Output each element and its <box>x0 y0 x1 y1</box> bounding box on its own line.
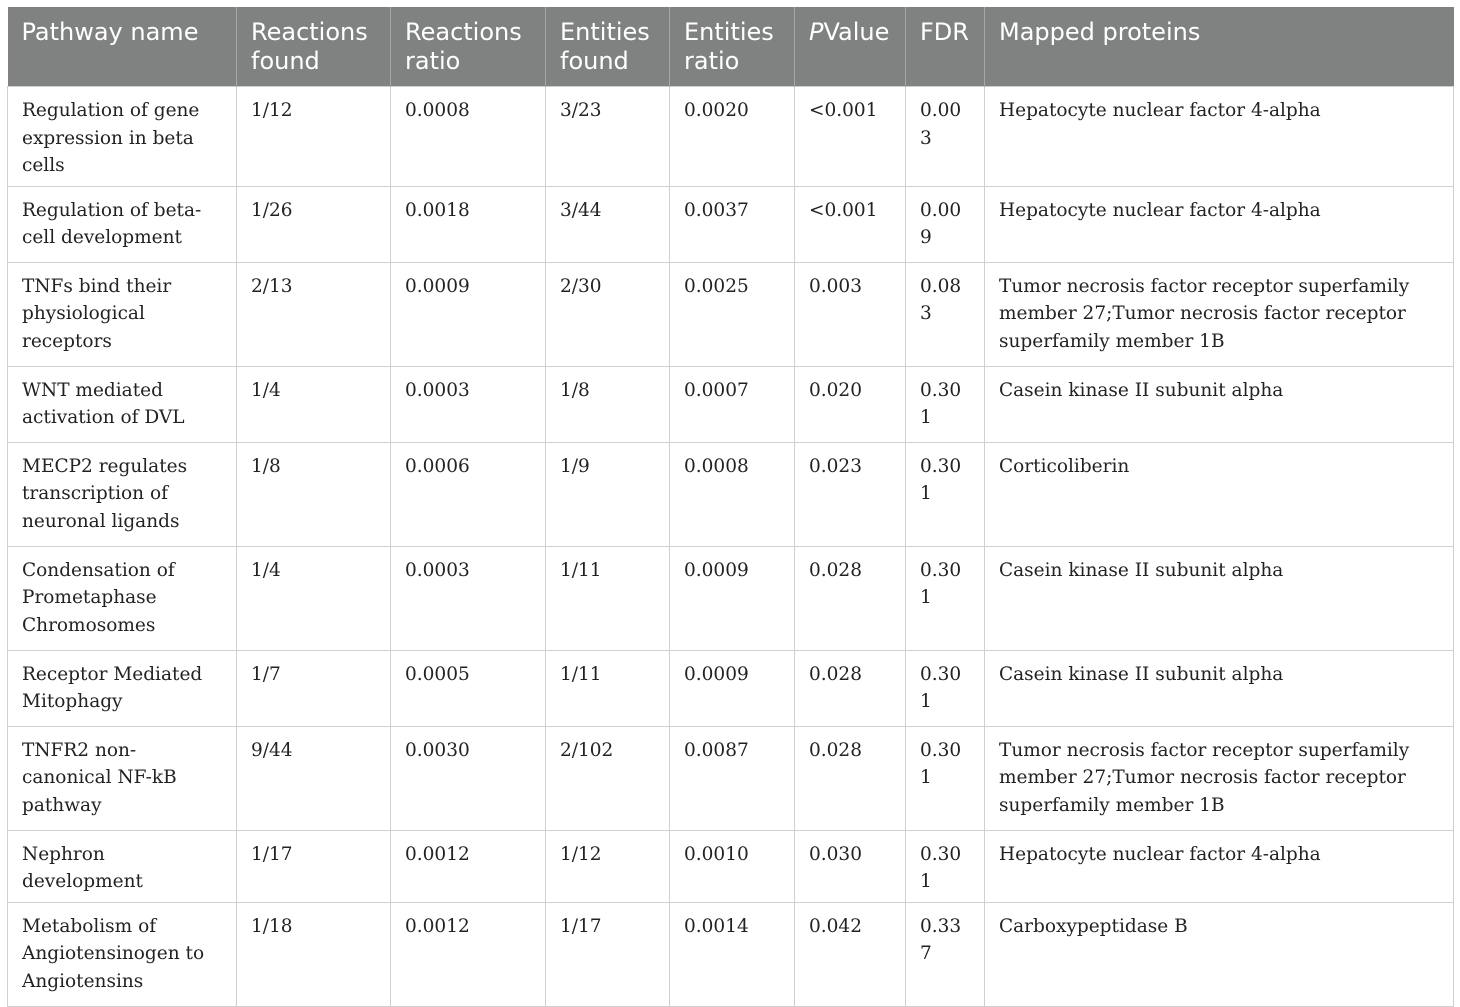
cell-reactions-found: 1/7 <box>237 650 391 726</box>
cell-fdr: 0.009 <box>906 186 985 262</box>
header-entities-found: Entities found <box>546 7 670 87</box>
cell-pathway-name: Metabolism of Angiotensinogen to Angiotensins <box>8 902 237 1006</box>
cell-reactions-ratio: 0.0003 <box>391 546 546 650</box>
pathway-enrichment-table <box>7 7 1454 1007</box>
cell-reactions-ratio: 0.0003 <box>391 366 546 442</box>
cell-reactions-found: 1/26 <box>237 186 391 262</box>
cell-pvalue: 0.028 <box>795 726 906 830</box>
cell-reactions-found: 1/12 <box>237 87 391 187</box>
table-row <box>8 726 1454 830</box>
cell-entities-ratio: 0.0009 <box>670 546 795 650</box>
cell-mapped-proteins: Carboxypeptidase B <box>985 902 1454 1006</box>
cell-reactions-ratio: 0.0012 <box>391 830 546 902</box>
cell-fdr: 0.003 <box>906 87 985 187</box>
header-fdr: FDR <box>906 7 985 87</box>
cell-pvalue: 0.020 <box>795 366 906 442</box>
cell-entities-found: 1/11 <box>546 650 670 726</box>
header-mapped-proteins: Mapped proteins <box>985 7 1454 87</box>
cell-reactions-ratio: 0.0008 <box>391 87 546 187</box>
cell-pathway-name: Receptor Mediated Mitophagy <box>8 650 237 726</box>
cell-pathway-name: Condensation of Prometaphase Chromosomes <box>8 546 237 650</box>
cell-entities-ratio: 0.0007 <box>670 366 795 442</box>
cell-pathway-name: WNT mediated activation of DVL <box>8 366 237 442</box>
header-reactions-ratio: Reactions ratio <box>391 7 546 87</box>
cell-entities-ratio: 0.0037 <box>670 186 795 262</box>
cell-entities-ratio: 0.0025 <box>670 262 795 366</box>
header-reactions-found: Reactions found <box>237 7 391 87</box>
cell-entities-found: 1/9 <box>546 442 670 546</box>
cell-reactions-found: 1/4 <box>237 366 391 442</box>
cell-reactions-ratio: 0.0012 <box>391 902 546 1006</box>
cell-pvalue: <0.001 <box>795 87 906 187</box>
cell-pathway-name: MECP2 regulates transcription of neuronal ligands <box>8 442 237 546</box>
table-body <box>8 87 1454 1007</box>
cell-pathway-name: TNFs bind their physiological receptors <box>8 262 237 366</box>
cell-reactions-ratio: 0.0009 <box>391 262 546 366</box>
cell-pvalue: <0.001 <box>795 186 906 262</box>
cell-mapped-proteins: Casein kinase II subunit alpha <box>985 650 1454 726</box>
cell-pvalue: 0.028 <box>795 546 906 650</box>
cell-reactions-ratio: 0.0030 <box>391 726 546 830</box>
cell-fdr: 0.337 <box>906 902 985 1006</box>
cell-mapped-proteins: Casein kinase II subunit alpha <box>985 546 1454 650</box>
cell-reactions-found: 1/8 <box>237 442 391 546</box>
table-row <box>8 186 1454 262</box>
cell-reactions-ratio: 0.0018 <box>391 186 546 262</box>
table-row <box>8 830 1454 902</box>
header-pathway-name: Pathway name <box>8 7 237 87</box>
table-row <box>8 546 1454 650</box>
cell-reactions-ratio: 0.0005 <box>391 650 546 726</box>
cell-entities-ratio: 0.0020 <box>670 87 795 187</box>
cell-mapped-proteins: Corticoliberin <box>985 442 1454 546</box>
cell-reactions-found: 1/18 <box>237 902 391 1006</box>
cell-mapped-proteins: Casein kinase II subunit alpha <box>985 366 1454 442</box>
cell-fdr: 0.301 <box>906 442 985 546</box>
cell-pathway-name: Regulation of gene expression in beta cells <box>8 87 237 187</box>
cell-entities-found: 3/44 <box>546 186 670 262</box>
pathway-table-container <box>7 7 1453 1007</box>
cell-reactions-found: 1/4 <box>237 546 391 650</box>
cell-reactions-found: 2/13 <box>237 262 391 366</box>
table-row <box>8 902 1454 1006</box>
cell-fdr: 0.301 <box>906 650 985 726</box>
cell-entities-found: 1/8 <box>546 366 670 442</box>
cell-fdr: 0.301 <box>906 546 985 650</box>
cell-entities-found: 1/17 <box>546 902 670 1006</box>
cell-mapped-proteins: Hepatocyte nuclear factor 4-alpha <box>985 830 1454 902</box>
table-row <box>8 442 1454 546</box>
cell-fdr: 0.301 <box>906 726 985 830</box>
cell-entities-found: 2/30 <box>546 262 670 366</box>
cell-entities-found: 1/11 <box>546 546 670 650</box>
header-row <box>8 7 1454 87</box>
table-row <box>8 366 1454 442</box>
cell-mapped-proteins: Tumor necrosis factor receptor superfamily member 27;Tumor necrosis factor receptor superfamily member 1B <box>985 262 1454 366</box>
cell-mapped-proteins: Hepatocyte nuclear factor 4-alpha <box>985 186 1454 262</box>
cell-pathway-name: TNFR2 non-canonical NF-kB pathway <box>8 726 237 830</box>
cell-entities-found: 3/23 <box>546 87 670 187</box>
cell-fdr: 0.083 <box>906 262 985 366</box>
cell-entities-ratio: 0.0008 <box>670 442 795 546</box>
cell-pvalue: 0.003 <box>795 262 906 366</box>
cell-fdr: 0.301 <box>906 830 985 902</box>
cell-pvalue: 0.028 <box>795 650 906 726</box>
cell-entities-found: 1/12 <box>546 830 670 902</box>
cell-entities-ratio: 0.0009 <box>670 650 795 726</box>
table-row <box>8 87 1454 187</box>
table-row <box>8 650 1454 726</box>
cell-pvalue: 0.030 <box>795 830 906 902</box>
header-entities-ratio: Entities ratio <box>670 7 795 87</box>
cell-entities-found: 2/102 <box>546 726 670 830</box>
header-pvalue <box>795 7 906 87</box>
cell-pvalue: 0.042 <box>795 902 906 1006</box>
header-pvalue-italic: P <box>809 18 824 46</box>
cell-reactions-found: 1/17 <box>237 830 391 902</box>
cell-reactions-ratio: 0.0006 <box>391 442 546 546</box>
cell-pathway-name: Regulation of beta-cell development <box>8 186 237 262</box>
cell-entities-ratio: 0.0087 <box>670 726 795 830</box>
cell-mapped-proteins: Hepatocyte nuclear factor 4-alpha <box>985 87 1454 187</box>
cell-pathway-name: Nephron development <box>8 830 237 902</box>
cell-entities-ratio: 0.0014 <box>670 902 795 1006</box>
cell-entities-ratio: 0.0010 <box>670 830 795 902</box>
cell-fdr: 0.301 <box>906 366 985 442</box>
table-row <box>8 262 1454 366</box>
cell-pvalue: 0.023 <box>795 442 906 546</box>
header-pvalue-rest: Value <box>823 18 890 46</box>
cell-mapped-proteins: Tumor necrosis factor receptor superfamily member 27;Tumor necrosis factor receptor superfamily member 1B <box>985 726 1454 830</box>
cell-reactions-found: 9/44 <box>237 726 391 830</box>
